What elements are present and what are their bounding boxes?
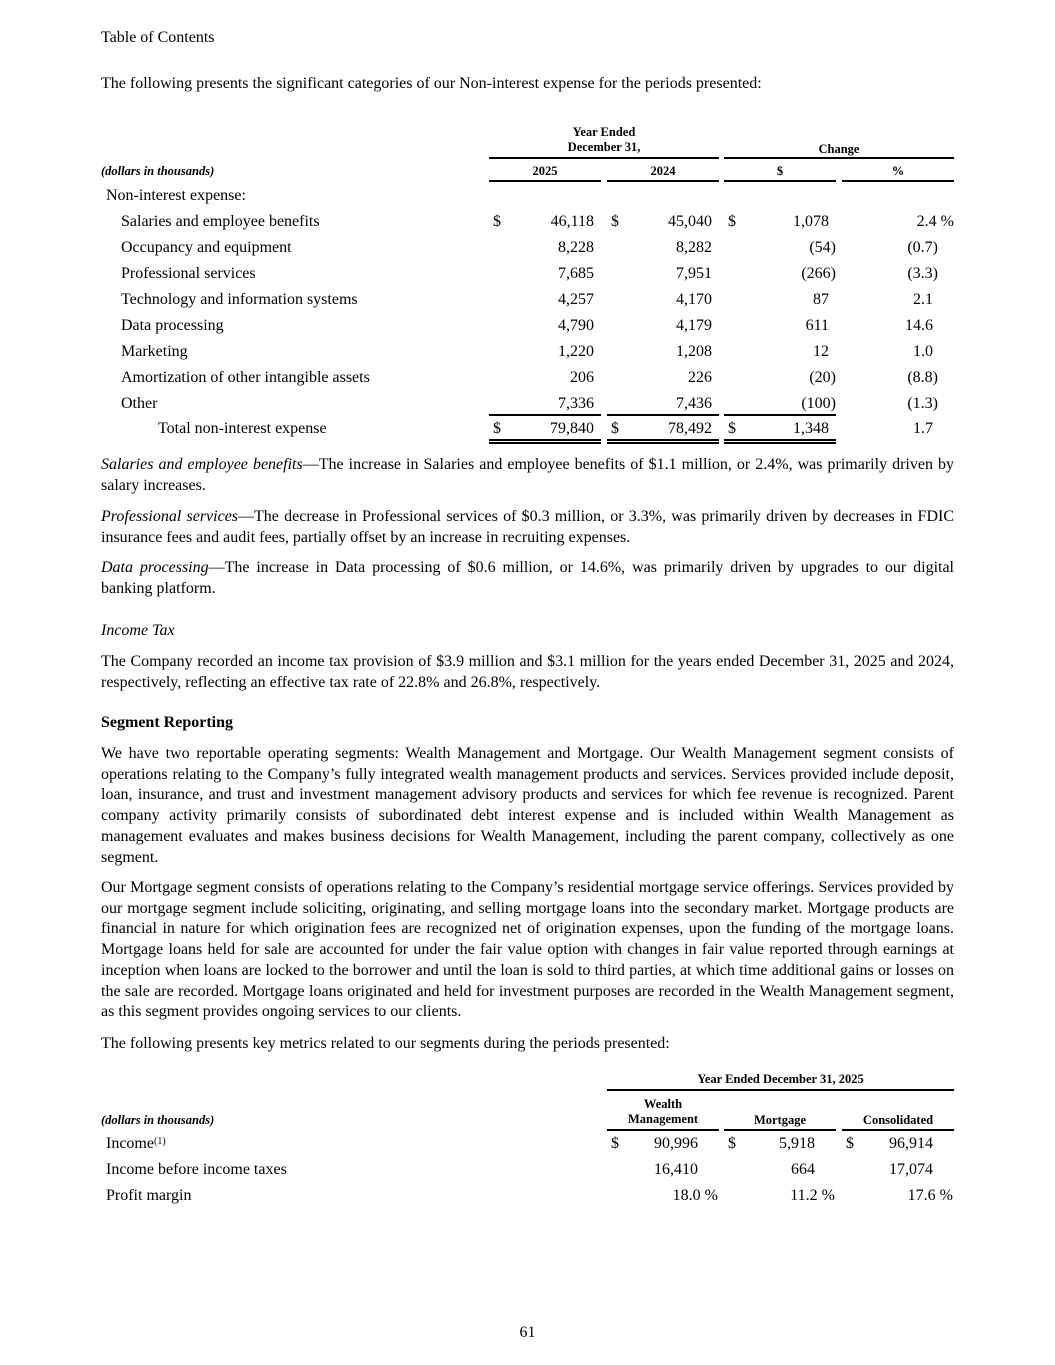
- col-header-wealth: [607, 1097, 719, 1127]
- subtotal-rule: [724, 414, 836, 416]
- commentary-text: —The decrease in Professional services of $0.3 million, or 3.3%, was primarily driven by decreases in FDIC insurance fees and audit fees, partially offset by an increase in recruiting expenses.: [101, 508, 954, 546]
- commentary-professional-services: [101, 507, 954, 548]
- currency-sign: $: [728, 213, 736, 230]
- commentary-term: Professional services: [101, 508, 239, 525]
- value-wealth: 90,996: [654, 1135, 698, 1152]
- value-2024: 7,436: [676, 395, 712, 412]
- year-ended-header: [489, 125, 719, 155]
- row-label-text: Income: [106, 1135, 154, 1152]
- subtotal-rule: [607, 414, 719, 416]
- commentary-text: —The increase in Salaries and employee benefits of $1.1 million, or 2.4%, was primarily driven by salary increases.: [101, 456, 955, 494]
- total-2024: 78,492: [668, 420, 712, 437]
- row-label: Technology and information systems: [121, 291, 358, 308]
- value-2024: 4,170: [676, 291, 712, 308]
- header-rule: [724, 157, 954, 159]
- value-pct: (1.3): [907, 395, 938, 412]
- col-header-consolidated: Consolidated: [862, 1113, 934, 1127]
- commentary-data-processing: [101, 558, 954, 599]
- value-pct: (0.7): [907, 239, 938, 256]
- value-pct: (3.3): [907, 265, 938, 282]
- commentary-salaries: [101, 455, 954, 496]
- page-number: 61: [519, 1324, 536, 1341]
- value-2025: 46,118: [550, 213, 594, 230]
- value-change: (20): [809, 369, 836, 386]
- header-rule: [607, 180, 719, 182]
- col-header-wealth-line1: Wealth: [643, 1097, 683, 1111]
- value-change: 611: [805, 317, 829, 334]
- value-2024: 1,208: [676, 343, 712, 360]
- units-label: (dollars in thousands): [101, 164, 215, 178]
- row-label: Marketing: [121, 343, 188, 360]
- double-rule: [489, 439, 601, 441]
- row-label: [106, 1134, 166, 1154]
- segment-para-3: The following presents key metrics related to our segments during the periods presented:: [101, 1035, 670, 1052]
- total-change: 1,348: [793, 420, 829, 437]
- row-label: Other: [121, 395, 158, 412]
- double-rule: [489, 442, 601, 444]
- value-change: 12: [813, 343, 829, 360]
- value-2025: 4,790: [558, 317, 594, 334]
- value-consolidated: 17.6 %: [907, 1187, 953, 1204]
- intro-text: The following presents the significant categories of our Non-interest expense for the periods presented:: [101, 75, 762, 92]
- row-label: Professional services: [121, 265, 256, 282]
- header-rule: [607, 1129, 719, 1131]
- section-label: Non-interest expense:: [106, 187, 246, 204]
- currency-sign: $: [846, 1135, 854, 1152]
- col-header-mortgage: Mortgage: [753, 1113, 807, 1127]
- income-tax-text: The Company recorded an income tax provision of $3.9 million and $3.1 million for the years ended December 31, 2025 and 2024, respectively, reflecting an effective tax rate of 22.8% and 26.8%, respectively.: [101, 653, 954, 691]
- segment-reporting-heading: Segment Reporting: [101, 714, 233, 731]
- value-pct: 2.4 %: [916, 213, 954, 230]
- value-2024: 7,951: [676, 265, 712, 282]
- commentary-term: Salaries and employee benefits: [101, 456, 303, 473]
- subtotal-rule: [489, 414, 601, 416]
- segment-group-header: Year Ended December 31, 2025: [697, 1072, 864, 1086]
- value-pct: 14.6: [905, 317, 933, 334]
- col-header-2024: 2024: [650, 164, 676, 178]
- double-rule: [607, 442, 719, 444]
- commentary-text: —The increase in Data processing of $0.6 million, or 14.6%, was primarily driven by upgrades to our digital banking platform.: [101, 559, 955, 597]
- value-2024: 226: [688, 369, 712, 386]
- row-label: Income before income taxes: [106, 1161, 287, 1178]
- total-label: Total non-interest expense: [158, 420, 327, 437]
- col-header-change-dollar: $: [776, 164, 784, 178]
- total-pct: 1.7: [913, 420, 933, 437]
- header-rule: [607, 1089, 954, 1091]
- value-2025: 206: [570, 369, 594, 386]
- value-pct: 2.1: [913, 291, 933, 308]
- footnote-marker: (1): [153, 1136, 166, 1147]
- value-mortgage: 5,918: [779, 1135, 815, 1152]
- col-header-wealth-line2: Management: [627, 1112, 699, 1126]
- value-change: (54): [809, 239, 836, 256]
- double-rule: [724, 442, 836, 444]
- value-mortgage: 11.2 %: [790, 1187, 835, 1204]
- value-2025: 7,685: [558, 265, 594, 282]
- value-2025: 1,220: [558, 343, 594, 360]
- units-label: (dollars in thousands): [101, 1113, 215, 1127]
- value-pct: 1.0: [913, 343, 933, 360]
- header-rule: [724, 1129, 836, 1131]
- row-label: Occupancy and equipment: [121, 239, 292, 256]
- value-change: (266): [801, 265, 836, 282]
- value-2024: 8,282: [676, 239, 712, 256]
- value-2025: 4,257: [558, 291, 594, 308]
- currency-sign: $: [728, 420, 736, 437]
- value-change: 1,078: [793, 213, 829, 230]
- value-2025: 7,336: [558, 395, 594, 412]
- value-pct: (8.8): [907, 369, 938, 386]
- row-label: Data processing: [121, 317, 224, 334]
- header-rule: [842, 1129, 954, 1131]
- commentary-term: Data processing: [101, 559, 209, 576]
- table-of-contents-link[interactable]: Table of Contents: [101, 29, 215, 46]
- value-2024: 4,179: [676, 317, 712, 334]
- currency-sign: $: [493, 213, 501, 230]
- value-wealth: 16,410: [654, 1161, 698, 1178]
- value-2025: 8,228: [558, 239, 594, 256]
- row-label: Salaries and employee benefits: [121, 213, 320, 230]
- header-rule: [724, 180, 836, 182]
- double-rule: [724, 439, 836, 441]
- year-ended-line1: Year Ended: [572, 125, 636, 139]
- currency-sign: $: [728, 1135, 736, 1152]
- currency-sign: $: [611, 1135, 619, 1152]
- header-rule: [489, 180, 601, 182]
- row-label: Amortization of other intangible assets: [121, 369, 370, 386]
- total-2025: 79,840: [550, 420, 594, 437]
- currency-sign: $: [611, 213, 619, 230]
- value-consolidated: 17,074: [889, 1161, 933, 1178]
- income-tax-heading: Income Tax: [101, 622, 175, 639]
- header-rule: [842, 180, 954, 182]
- change-header: Change: [818, 142, 860, 156]
- segment-para-2: Our Mortgage segment consists of operations relating to the Company’s residential mortgage service offerings. Services provided by our mortgage segment include soliciting, originating, and selling mortgage loans into the secondary market. Mortgage products are financial in nature for which origination fees are recognized net of origination expenses, upon the funding of the mortgage loans. Mortgage loans held for sale are accounted for under the fair value option with changes in fair value reported through earnings at inception when loans are locked to the borrower and until the loan is sold to third parties, at which time additional gains or losses on the sale are recorded. Mortgage loans originated and held for investment purposes are recorded in the Wealth Management segment, as this segment provides ongoing services to our clients.: [101, 879, 954, 1021]
- col-header-change-pct: %: [891, 164, 905, 178]
- segment-para-1: We have two reportable operating segments: Wealth Management and Mortgage. Our Wealth Management segment consists of operations relating to the Company’s fully integrated wealth management products and services. Services provided include deposit, loan, insurance, and trust and investment management advisory products and services for which fee revenue is recognized. Parent company activity primarily consists of subordinated debt interest expense and is included within Wealth Management as management evaluates and makes business decisions for Wealth Management, including the parent company, collectively as one segment.: [101, 745, 954, 866]
- value-change: 87: [813, 291, 829, 308]
- value-change: (100): [801, 395, 836, 412]
- currency-sign: $: [611, 420, 619, 437]
- year-ended-line2: December 31,: [567, 140, 641, 154]
- value-consolidated: 96,914: [889, 1135, 933, 1152]
- double-rule: [607, 439, 719, 441]
- col-header-2025: 2025: [532, 164, 558, 178]
- value-mortgage: 664: [791, 1161, 815, 1178]
- currency-sign: $: [493, 420, 501, 437]
- value-2024: 45,040: [668, 213, 712, 230]
- row-label: Profit margin: [106, 1187, 192, 1204]
- value-wealth: 18.0 %: [672, 1187, 718, 1204]
- header-rule: [489, 157, 719, 159]
